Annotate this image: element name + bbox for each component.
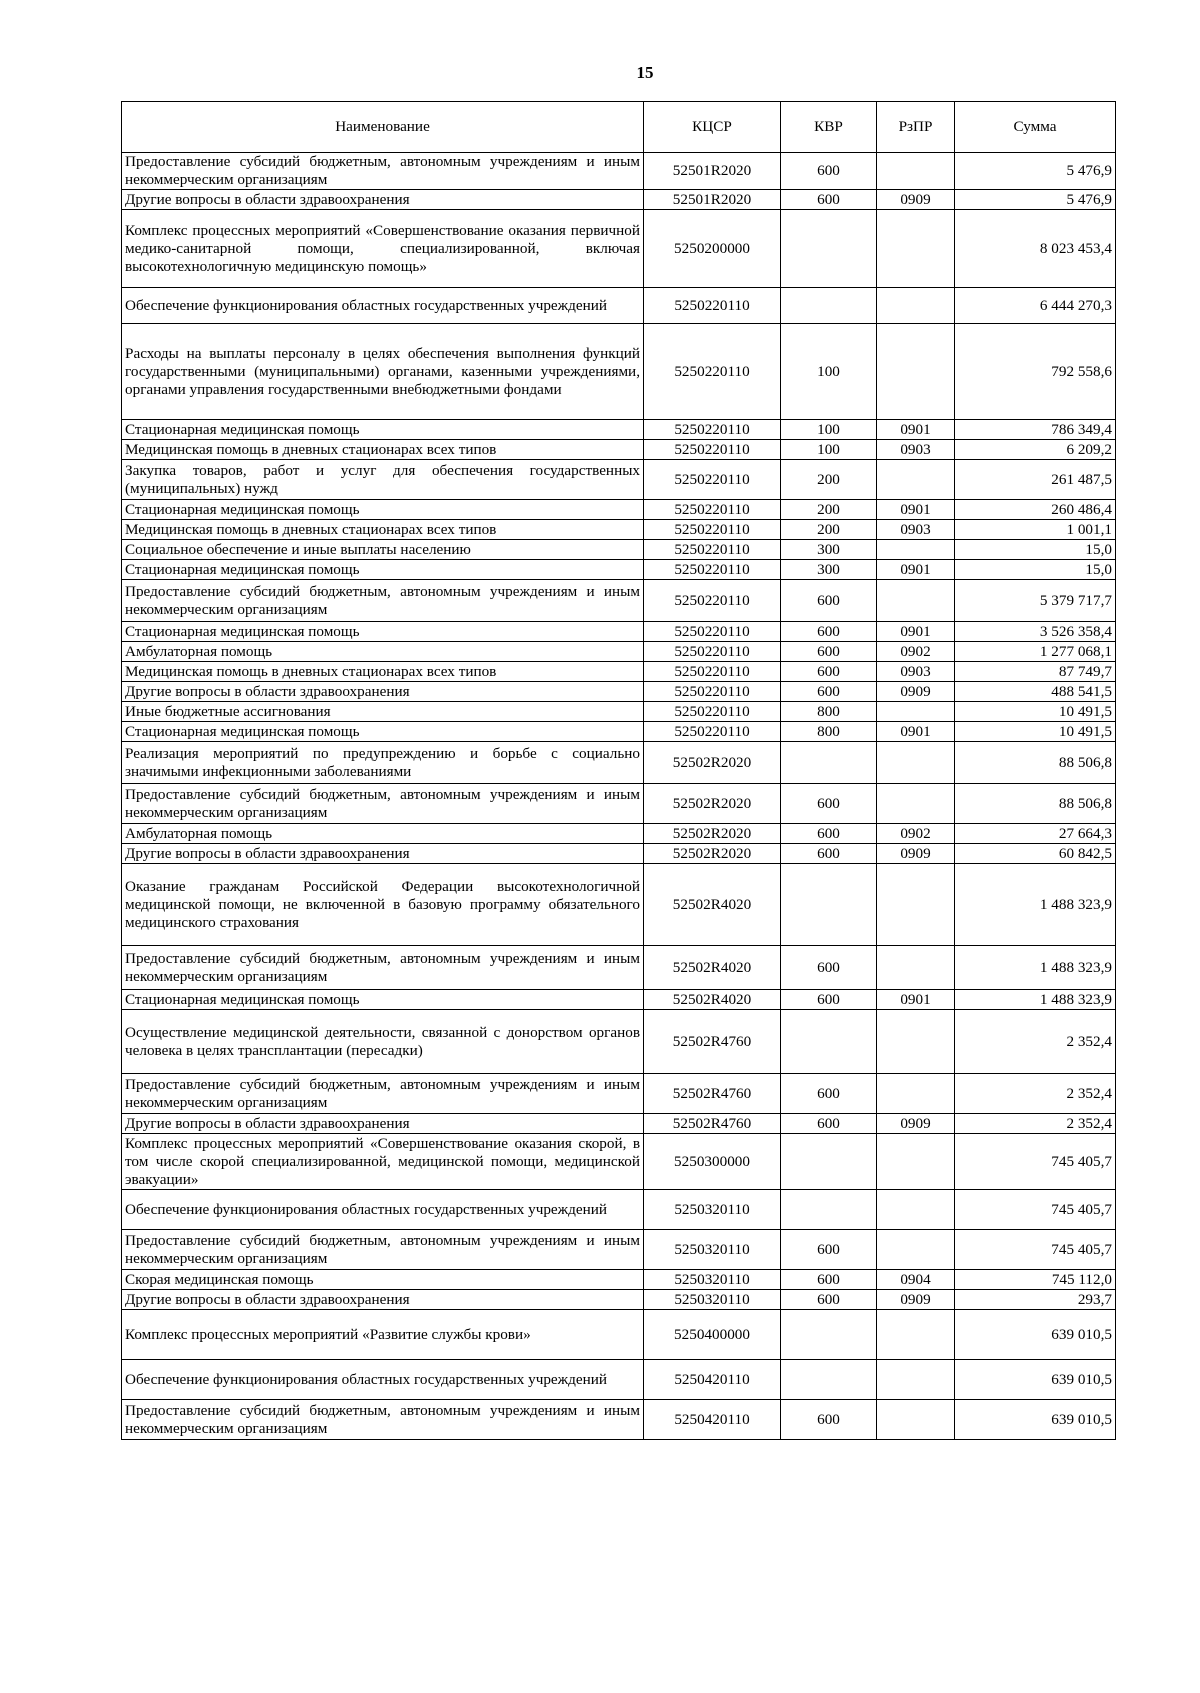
table-row bbox=[122, 1310, 1116, 1360]
cell-rzpr bbox=[877, 1074, 955, 1114]
table-row bbox=[122, 1400, 1116, 1440]
cell-name: Другие вопросы в области здравоохранения bbox=[122, 844, 644, 864]
cell-kvr: 600 bbox=[781, 1400, 877, 1440]
cell-rzpr: 0909 bbox=[877, 1114, 955, 1134]
cell-kvr: 600 bbox=[781, 824, 877, 844]
cell-rzpr bbox=[877, 460, 955, 500]
cell-name: Обеспечение функционирования областных государственных учреждений bbox=[122, 1190, 644, 1230]
cell-kcsr: 5250220110 bbox=[644, 642, 781, 662]
cell-sum: 2 352,4 bbox=[955, 1010, 1116, 1074]
cell-rzpr: 0903 bbox=[877, 520, 955, 540]
cell-name: Расходы на выплаты персоналу в целях обеспечения выполнения функций государственными (муниципальными) органами, казенными учреждениями, органами управления государственными внебюджетными фондами bbox=[122, 324, 644, 420]
cell-kcsr: 52502R4020 bbox=[644, 946, 781, 990]
cell-kvr: 800 bbox=[781, 702, 877, 722]
cell-name: Другие вопросы в области здравоохранения bbox=[122, 1290, 644, 1310]
cell-kcsr: 52502R4760 bbox=[644, 1010, 781, 1074]
cell-rzpr bbox=[877, 1134, 955, 1190]
cell-sum: 5 379 717,7 bbox=[955, 580, 1116, 622]
cell-kvr: 600 bbox=[781, 1074, 877, 1114]
table-row bbox=[122, 1270, 1116, 1290]
cell-kvr: 200 bbox=[781, 520, 877, 540]
cell-sum: 786 349,4 bbox=[955, 420, 1116, 440]
cell-sum: 5 476,9 bbox=[955, 153, 1116, 190]
cell-kcsr: 5250320110 bbox=[644, 1290, 781, 1310]
cell-kvr bbox=[781, 1134, 877, 1190]
cell-sum: 60 842,5 bbox=[955, 844, 1116, 864]
cell-kcsr: 5250220110 bbox=[644, 440, 781, 460]
cell-kcsr: 5250220110 bbox=[644, 702, 781, 722]
cell-kcsr: 52502R2020 bbox=[644, 844, 781, 864]
cell-sum: 5 476,9 bbox=[955, 190, 1116, 210]
cell-rzpr bbox=[877, 1190, 955, 1230]
cell-rzpr bbox=[877, 1310, 955, 1360]
table-row bbox=[122, 1134, 1116, 1190]
cell-kcsr: 5250420110 bbox=[644, 1360, 781, 1400]
table-row bbox=[122, 702, 1116, 722]
table-row bbox=[122, 990, 1116, 1010]
cell-name: Комплекс процессных мероприятий «Совершенствование оказания скорой, в том числе скорой специализированной, медицинской помощи, медицинской эвакуации» bbox=[122, 1134, 644, 1190]
cell-kcsr: 52502R4020 bbox=[644, 990, 781, 1010]
cell-name: Реализация мероприятий по предупреждению и борьбе с социально значимыми инфекционными заболеваниями bbox=[122, 742, 644, 784]
table-row bbox=[122, 153, 1116, 190]
cell-rzpr bbox=[877, 742, 955, 784]
cell-kcsr: 52501R2020 bbox=[644, 153, 781, 190]
table-row bbox=[122, 824, 1116, 844]
cell-kvr bbox=[781, 742, 877, 784]
cell-rzpr bbox=[877, 210, 955, 288]
table-row bbox=[122, 844, 1116, 864]
cell-kcsr: 52502R2020 bbox=[644, 742, 781, 784]
cell-sum: 15,0 bbox=[955, 560, 1116, 580]
cell-name: Другие вопросы в области здравоохранения bbox=[122, 1114, 644, 1134]
cell-name: Обеспечение функционирования областных государственных учреждений bbox=[122, 288, 644, 324]
table-row bbox=[122, 460, 1116, 500]
cell-name: Стационарная медицинская помощь bbox=[122, 500, 644, 520]
cell-name: Скорая медицинская помощь bbox=[122, 1270, 644, 1290]
cell-name: Стационарная медицинская помощь bbox=[122, 722, 644, 742]
cell-kcsr: 52502R4020 bbox=[644, 864, 781, 946]
cell-name: Оказание гражданам Российской Федерации высокотехнологичной медицинской помощи, не включенной в базовую программу обязательного медицинского страхования bbox=[122, 864, 644, 946]
table-row bbox=[122, 1230, 1116, 1270]
cell-sum: 293,7 bbox=[955, 1290, 1116, 1310]
table-row bbox=[122, 1190, 1116, 1230]
cell-rzpr: 0901 bbox=[877, 722, 955, 742]
cell-sum: 1 277 068,1 bbox=[955, 642, 1116, 662]
table-body bbox=[122, 153, 1116, 1440]
cell-kvr: 600 bbox=[781, 1230, 877, 1270]
cell-rzpr bbox=[877, 864, 955, 946]
cell-sum: 2 352,4 bbox=[955, 1074, 1116, 1114]
cell-rzpr: 0902 bbox=[877, 824, 955, 844]
table-header bbox=[122, 102, 1116, 153]
cell-kvr bbox=[781, 1360, 877, 1400]
cell-rzpr bbox=[877, 153, 955, 190]
table-row bbox=[122, 722, 1116, 742]
cell-rzpr: 0909 bbox=[877, 844, 955, 864]
cell-kcsr: 5250400000 bbox=[644, 1310, 781, 1360]
cell-name: Стационарная медицинская помощь bbox=[122, 560, 644, 580]
cell-name: Амбулаторная помощь bbox=[122, 642, 644, 662]
cell-sum: 87 749,7 bbox=[955, 662, 1116, 682]
cell-sum: 88 506,8 bbox=[955, 742, 1116, 784]
cell-sum: 1 488 323,9 bbox=[955, 990, 1116, 1010]
table-row bbox=[122, 1290, 1116, 1310]
cell-name: Осуществление медицинской деятельности, связанной с донорством органов человека в целях трансплантации (пересадки) bbox=[122, 1010, 644, 1074]
cell-rzpr bbox=[877, 702, 955, 722]
table-row bbox=[122, 642, 1116, 662]
cell-name: Социальное обеспечение и иные выплаты населению bbox=[122, 540, 644, 560]
cell-kcsr: 5250220110 bbox=[644, 580, 781, 622]
cell-name: Предоставление субсидий бюджетным, автономным учреждениям и иным некоммерческим организациям bbox=[122, 946, 644, 990]
table-row bbox=[122, 560, 1116, 580]
table-row bbox=[122, 622, 1116, 642]
cell-rzpr bbox=[877, 946, 955, 990]
table-row bbox=[122, 1360, 1116, 1400]
cell-rzpr bbox=[877, 288, 955, 324]
cell-name: Стационарная медицинская помощь bbox=[122, 990, 644, 1010]
cell-rzpr: 0901 bbox=[877, 990, 955, 1010]
cell-kvr: 300 bbox=[781, 560, 877, 580]
cell-kvr bbox=[781, 210, 877, 288]
cell-name: Амбулаторная помощь bbox=[122, 824, 644, 844]
cell-rzpr: 0902 bbox=[877, 642, 955, 662]
cell-name: Предоставление субсидий бюджетным, автономным учреждениям и иным некоммерческим организациям bbox=[122, 153, 644, 190]
cell-kvr bbox=[781, 1310, 877, 1360]
cell-name: Предоставление субсидий бюджетным, автономным учреждениям и иным некоммерческим организациям bbox=[122, 1230, 644, 1270]
cell-kcsr: 5250320110 bbox=[644, 1190, 781, 1230]
cell-sum: 745 112,0 bbox=[955, 1270, 1116, 1290]
cell-kcsr: 5250220110 bbox=[644, 540, 781, 560]
cell-rzpr: 0901 bbox=[877, 420, 955, 440]
table-row bbox=[122, 520, 1116, 540]
cell-sum: 15,0 bbox=[955, 540, 1116, 560]
cell-sum: 8 023 453,4 bbox=[955, 210, 1116, 288]
table-row bbox=[122, 784, 1116, 824]
cell-kcsr: 5250220110 bbox=[644, 682, 781, 702]
cell-kcsr: 5250220110 bbox=[644, 460, 781, 500]
cell-sum: 639 010,5 bbox=[955, 1310, 1116, 1360]
cell-rzpr: 0909 bbox=[877, 190, 955, 210]
cell-rzpr bbox=[877, 1400, 955, 1440]
table-row bbox=[122, 682, 1116, 702]
cell-kcsr: 52502R2020 bbox=[644, 824, 781, 844]
cell-sum: 1 001,1 bbox=[955, 520, 1116, 540]
cell-kcsr: 5250220110 bbox=[644, 520, 781, 540]
cell-kcsr: 5250420110 bbox=[644, 1400, 781, 1440]
cell-kcsr: 5250220110 bbox=[644, 722, 781, 742]
table-row bbox=[122, 946, 1116, 990]
cell-kvr: 600 bbox=[781, 153, 877, 190]
page-number: 15 bbox=[636, 63, 654, 82]
cell-sum: 639 010,5 bbox=[955, 1360, 1116, 1400]
cell-rzpr bbox=[877, 784, 955, 824]
cell-kvr bbox=[781, 1190, 877, 1230]
table-row bbox=[122, 288, 1116, 324]
header-sum: Сумма bbox=[955, 102, 1116, 153]
cell-rzpr: 0901 bbox=[877, 622, 955, 642]
cell-name: Иные бюджетные ассигнования bbox=[122, 702, 644, 722]
cell-kvr: 600 bbox=[781, 1114, 877, 1134]
cell-kvr: 200 bbox=[781, 500, 877, 520]
cell-kcsr: 52502R4760 bbox=[644, 1114, 781, 1134]
cell-kcsr: 5250320110 bbox=[644, 1230, 781, 1270]
cell-kcsr: 5250220110 bbox=[644, 560, 781, 580]
cell-name: Медицинская помощь в дневных стационарах всех типов bbox=[122, 440, 644, 460]
table-row bbox=[122, 324, 1116, 420]
cell-rzpr: 0909 bbox=[877, 1290, 955, 1310]
cell-kvr: 100 bbox=[781, 420, 877, 440]
table-row bbox=[122, 662, 1116, 682]
cell-kvr: 600 bbox=[781, 642, 877, 662]
table-row bbox=[122, 440, 1116, 460]
cell-sum: 792 558,6 bbox=[955, 324, 1116, 420]
cell-name: Другие вопросы в области здравоохранения bbox=[122, 682, 644, 702]
cell-kcsr: 5250220110 bbox=[644, 662, 781, 682]
cell-name: Предоставление субсидий бюджетным, автономным учреждениям и иным некоммерческим организациям bbox=[122, 1074, 644, 1114]
cell-name: Стационарная медицинская помощь bbox=[122, 420, 644, 440]
cell-sum: 2 352,4 bbox=[955, 1114, 1116, 1134]
cell-kvr: 100 bbox=[781, 440, 877, 460]
header-name: Наименование bbox=[122, 102, 644, 153]
table-row bbox=[122, 500, 1116, 520]
cell-kcsr: 5250200000 bbox=[644, 210, 781, 288]
cell-name: Другие вопросы в области здравоохранения bbox=[122, 190, 644, 210]
cell-sum: 1 488 323,9 bbox=[955, 864, 1116, 946]
cell-sum: 261 487,5 bbox=[955, 460, 1116, 500]
cell-kvr: 200 bbox=[781, 460, 877, 500]
cell-name: Закупка товаров, работ и услуг для обеспечения государственных (муниципальных) нужд bbox=[122, 460, 644, 500]
table-row bbox=[122, 420, 1116, 440]
cell-kvr: 600 bbox=[781, 662, 877, 682]
cell-rzpr: 0904 bbox=[877, 1270, 955, 1290]
cell-kcsr: 5250220110 bbox=[644, 288, 781, 324]
cell-rzpr: 0901 bbox=[877, 560, 955, 580]
table-row bbox=[122, 742, 1116, 784]
cell-rzpr: 0901 bbox=[877, 500, 955, 520]
cell-kcsr: 52501R2020 bbox=[644, 190, 781, 210]
cell-kvr: 600 bbox=[781, 622, 877, 642]
cell-rzpr bbox=[877, 1360, 955, 1400]
cell-kvr: 600 bbox=[781, 1270, 877, 1290]
table-row bbox=[122, 210, 1116, 288]
cell-kvr bbox=[781, 288, 877, 324]
cell-sum: 3 526 358,4 bbox=[955, 622, 1116, 642]
table-row bbox=[122, 190, 1116, 210]
cell-rzpr: 0909 bbox=[877, 682, 955, 702]
cell-sum: 10 491,5 bbox=[955, 702, 1116, 722]
budget-table bbox=[121, 101, 1116, 1440]
cell-sum: 745 405,7 bbox=[955, 1190, 1116, 1230]
table-row bbox=[122, 1010, 1116, 1074]
cell-kvr: 100 bbox=[781, 324, 877, 420]
cell-sum: 88 506,8 bbox=[955, 784, 1116, 824]
cell-rzpr: 0903 bbox=[877, 662, 955, 682]
table-row bbox=[122, 864, 1116, 946]
cell-sum: 1 488 323,9 bbox=[955, 946, 1116, 990]
cell-kvr: 600 bbox=[781, 190, 877, 210]
cell-name: Предоставление субсидий бюджетным, автономным учреждениям и иным некоммерческим организациям bbox=[122, 784, 644, 824]
cell-kvr: 600 bbox=[781, 1290, 877, 1310]
table-row bbox=[122, 1114, 1116, 1134]
cell-name: Комплекс процессных мероприятий «Совершенствование оказания первичной медико-санитарной помощи, специализированной, включая высокотехнологичную медицинскую помощь» bbox=[122, 210, 644, 288]
cell-name: Комплекс процессных мероприятий «Развитие службы крови» bbox=[122, 1310, 644, 1360]
cell-kvr: 600 bbox=[781, 580, 877, 622]
cell-kvr: 600 bbox=[781, 946, 877, 990]
cell-name: Предоставление субсидий бюджетным, автономным учреждениям и иным некоммерческим организациям bbox=[122, 580, 644, 622]
cell-kcsr: 5250220110 bbox=[644, 622, 781, 642]
cell-rzpr bbox=[877, 324, 955, 420]
cell-name: Предоставление субсидий бюджетным, автономным учреждениям и иным некоммерческим организациям bbox=[122, 1400, 644, 1440]
cell-kcsr: 5250300000 bbox=[644, 1134, 781, 1190]
cell-sum: 745 405,7 bbox=[955, 1230, 1116, 1270]
cell-name: Обеспечение функционирования областных государственных учреждений bbox=[122, 1360, 644, 1400]
table-row bbox=[122, 580, 1116, 622]
cell-kcsr: 5250220110 bbox=[644, 324, 781, 420]
cell-sum: 27 664,3 bbox=[955, 824, 1116, 844]
cell-sum: 6 444 270,3 bbox=[955, 288, 1116, 324]
cell-name: Медицинская помощь в дневных стационарах всех типов bbox=[122, 520, 644, 540]
cell-kcsr: 52502R4760 bbox=[644, 1074, 781, 1114]
cell-sum: 260 486,4 bbox=[955, 500, 1116, 520]
cell-kvr: 600 bbox=[781, 682, 877, 702]
cell-sum: 488 541,5 bbox=[955, 682, 1116, 702]
cell-rzpr bbox=[877, 540, 955, 560]
cell-kcsr: 5250320110 bbox=[644, 1270, 781, 1290]
cell-kvr: 600 bbox=[781, 844, 877, 864]
cell-kvr bbox=[781, 864, 877, 946]
cell-rzpr bbox=[877, 580, 955, 622]
cell-sum: 10 491,5 bbox=[955, 722, 1116, 742]
cell-rzpr bbox=[877, 1230, 955, 1270]
cell-rzpr: 0903 bbox=[877, 440, 955, 460]
header-kvr: КВР bbox=[781, 102, 877, 153]
header-rzpr: РзПР bbox=[877, 102, 955, 153]
cell-kvr: 800 bbox=[781, 722, 877, 742]
cell-kcsr: 52502R2020 bbox=[644, 784, 781, 824]
cell-kvr bbox=[781, 1010, 877, 1074]
cell-kvr: 300 bbox=[781, 540, 877, 560]
header-row bbox=[122, 102, 1116, 153]
table-row bbox=[122, 540, 1116, 560]
header-kcsr: КЦСР bbox=[644, 102, 781, 153]
cell-kcsr: 5250220110 bbox=[644, 500, 781, 520]
cell-kvr: 600 bbox=[781, 990, 877, 1010]
cell-sum: 745 405,7 bbox=[955, 1134, 1116, 1190]
table-row bbox=[122, 1074, 1116, 1114]
cell-name: Стационарная медицинская помощь bbox=[122, 622, 644, 642]
cell-kvr: 600 bbox=[781, 784, 877, 824]
cell-name: Медицинская помощь в дневных стационарах всех типов bbox=[122, 662, 644, 682]
cell-kcsr: 5250220110 bbox=[644, 420, 781, 440]
cell-rzpr bbox=[877, 1010, 955, 1074]
cell-sum: 6 209,2 bbox=[955, 440, 1116, 460]
cell-sum: 639 010,5 bbox=[955, 1400, 1116, 1440]
